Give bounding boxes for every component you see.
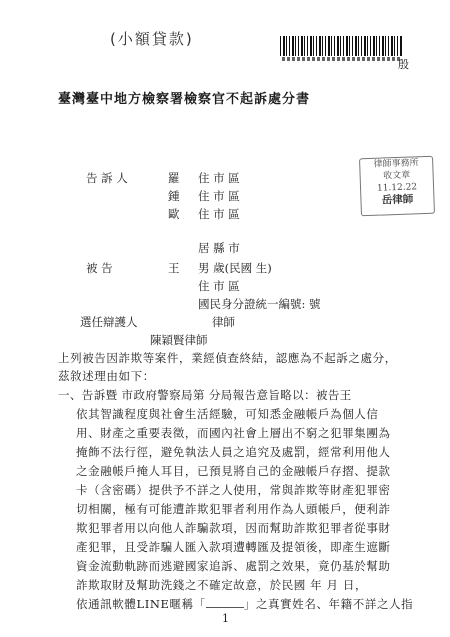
body-line: 用、財產之重要表徵，而國內社會上層出不窮之犯罪集團為 xyxy=(76,426,391,440)
body-line: 之金融帳戶掩人耳目，已預見將自己的金融帳戶存摺、提款 xyxy=(76,464,391,478)
barcode-digits xyxy=(282,57,400,61)
intro-line-1: 上列被告因詐欺等案件，業經偵查終結，認應為不起訴之處分， xyxy=(58,351,397,365)
page-mark: 殷 xyxy=(398,58,409,71)
body-line-last xyxy=(76,596,413,612)
intro-line-2: 茲敘述理由如下： xyxy=(58,369,155,383)
complainant-label: 告 訴 人 xyxy=(86,171,128,185)
stamp-line-2: 收文章 xyxy=(382,170,411,182)
domicile-line: 居 縣 市 xyxy=(198,241,240,255)
complainant-name-2: 鍾 xyxy=(168,189,180,203)
last-line-start: 依通訊軟體LINE暱稱「 xyxy=(76,597,206,611)
complainant-name-3: 歐 xyxy=(168,207,180,221)
body-line: 資金流動軌跡而逃避國家追訴、處罰之效果，竟仍基於幫助 xyxy=(76,559,391,573)
body-line: 產犯罪，且受詐騙人匯入款項遭轉匯及提領後，即產生遮斷 xyxy=(76,540,391,554)
defendant-address: 住 市 區 xyxy=(198,279,240,293)
received-stamp xyxy=(359,156,435,217)
body-line: 依其智識程度與社會生活經驗，可知悉金融帳戶為個人信 xyxy=(76,407,379,421)
barcode xyxy=(280,36,402,56)
body-line: 詐欺取財及幫助洗錢之不確定故意，於民國 年 月 日， xyxy=(76,578,368,592)
complainant-name-1: 羅 xyxy=(168,171,180,185)
complainant-addr-1: 住 市 區 xyxy=(198,171,240,185)
defendant-info: 男 歲(民國 生) xyxy=(198,261,272,275)
last-line-end: 」之真實姓名、年籍不詳之人指 xyxy=(243,597,414,611)
page-number: 1 xyxy=(222,612,229,625)
stamp-line-4: 岳律師 xyxy=(381,193,414,207)
section-1-heading: 一、告訴暨 市政府警察局第 分局報告意旨略以：被告王 xyxy=(58,388,352,402)
defendant-name: 王 xyxy=(168,261,180,275)
document-title: 臺灣臺中地方檢察署檢察官不起訴處分書 xyxy=(58,92,311,107)
body-line: 掩飾不法行徑，避免執法人員之追究及處罰，經常利用他人 xyxy=(76,445,391,459)
defense-label: 選任辯護人 xyxy=(80,315,138,329)
body-line: 欺犯罪者用以向他人詐騙款項，因而幫助詐欺犯罪者從事財 xyxy=(76,521,391,535)
stamp-line-1: 律師事務所 xyxy=(373,158,419,170)
body-line: 切相關，極有可能遭詐欺犯罪者利用作為人頭帳戶，便利詐 xyxy=(76,502,391,516)
defense-lawyer-1: 律師 xyxy=(212,315,235,329)
complainant-addr-2: 住 市 區 xyxy=(198,189,240,203)
body-line: 卡（含密碼）提供予不詳之人使用，常與詐欺等財產犯罪密 xyxy=(76,483,391,497)
stamp-line-3: 11.12.22 xyxy=(376,182,418,194)
redacted-nickname xyxy=(206,598,244,608)
defendant-label: 被 告 xyxy=(86,261,113,275)
complainant-addr-3: 住 市 區 xyxy=(198,207,240,221)
handwritten-note: (小額貸款) xyxy=(110,30,194,48)
defendant-id: 國民身分證統一編號: 號 xyxy=(198,297,321,311)
defense-lawyer-2: 陳穎賢律師 xyxy=(150,333,208,347)
